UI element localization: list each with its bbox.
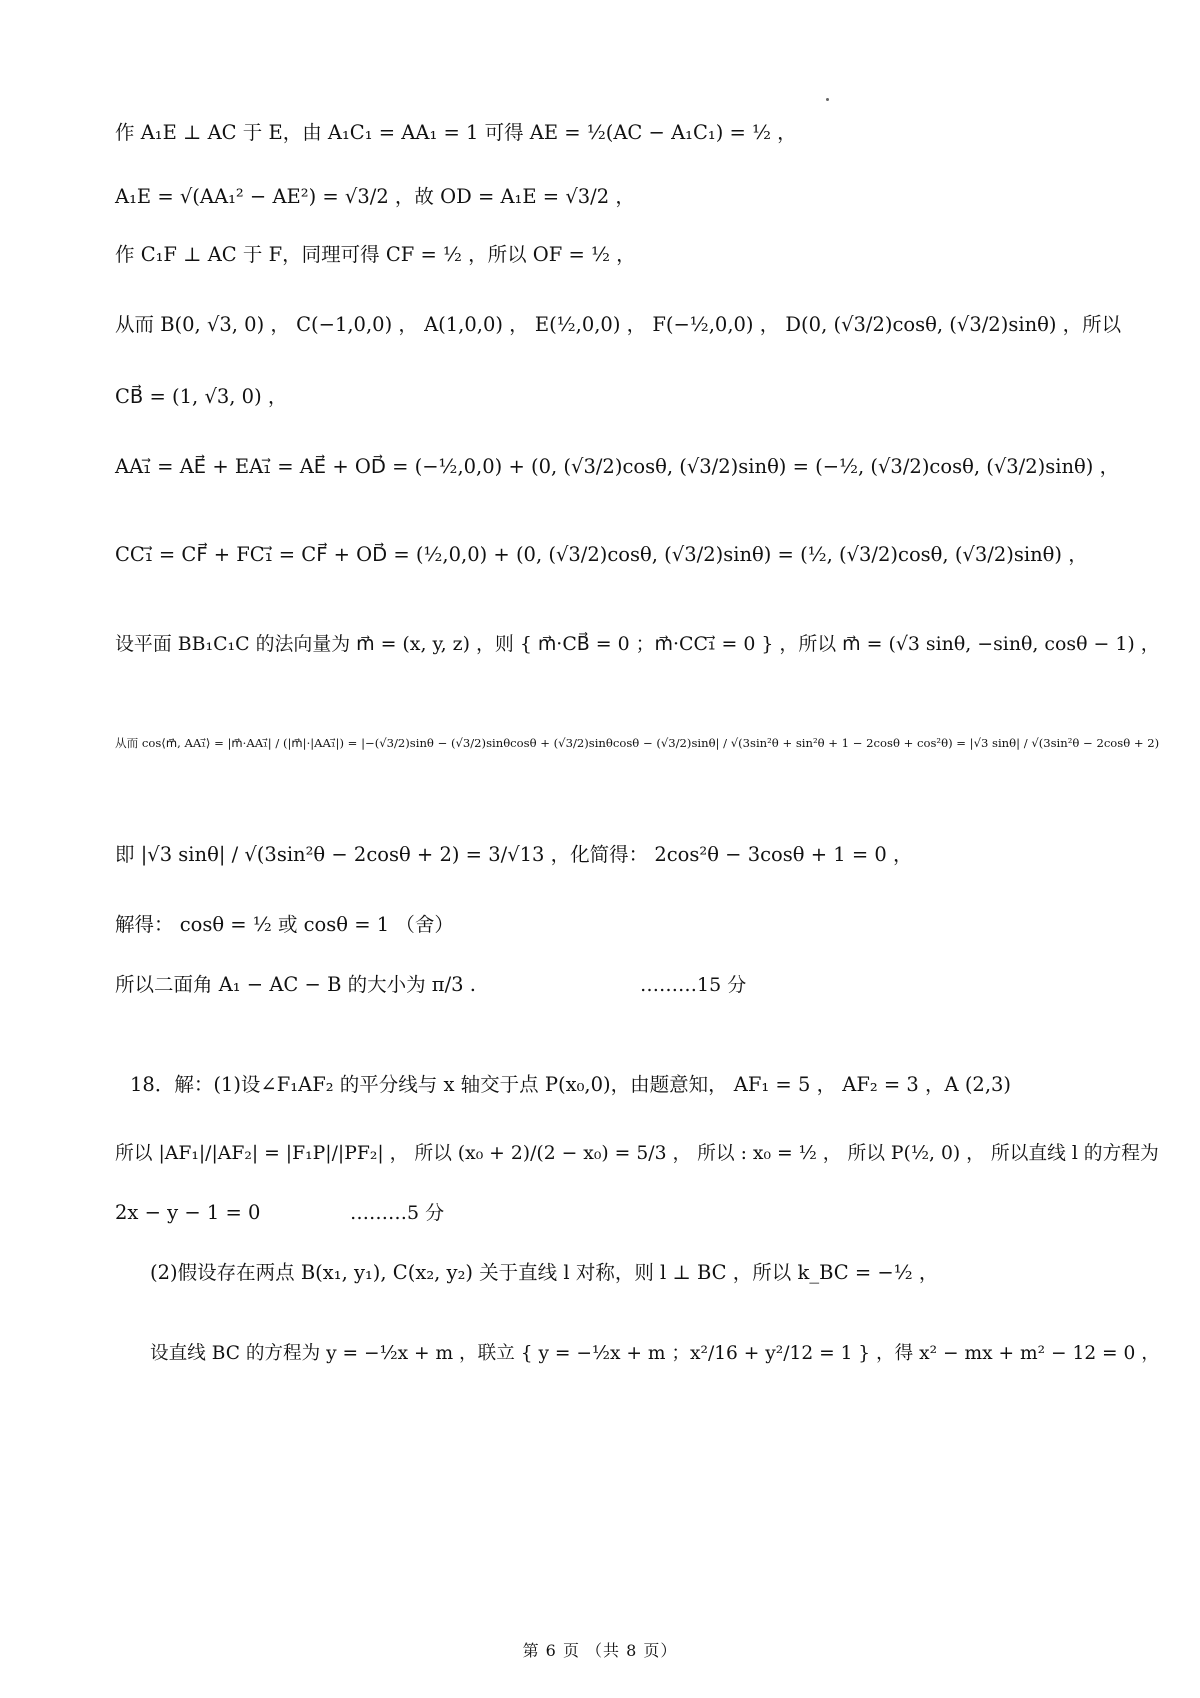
solution-line-12: 所以二面角 A₁ − AC − B 的大小为 π/3 .: [115, 973, 476, 996]
solution-line-10: 即 |√3 sinθ| / √(3sin²θ − 2cosθ + 2) = 3/√13 ，化简得： 2cos²θ − 3cosθ + 1 = 0 ，: [115, 843, 913, 866]
solution-line-9: 从而 cos⟨m⃗, AA₁⃗⟩ = |m⃗·AA₁⃗| / (|m⃗|·|AA₁⃗|) = |−(√3/2)sinθ − (√3/2)sinθcosθ + (√3/2)sinθcosθ − (√3/2)sinθ| / √(3sin²θ + sin²θ + 1 − 2cosθ + cos²θ) = |√3 sinθ| / √(3sin²θ − 2cosθ + 2): [115, 736, 1160, 750]
solution-line-6: AA₁⃗ = AE⃗ + EA₁⃗ = AE⃗ + OD⃗ = (−½,0,0) + (0, (√3/2)cosθ, (√3/2)sinθ) = (−½, (√3/2)cosθ, (√3/2)sinθ) ，: [115, 455, 1120, 478]
stray-dot: [826, 98, 829, 101]
problem-18-line-5: 设直线 BC 的方程为 y = −½x + m ，联立 { y = −½x + m ；x²/16 + y²/12 = 1 } ，得 x² − mx + m² − 12 = 0 ，: [150, 1343, 1160, 1364]
solution-line-4: 从而 B(0, √3, 0) ， C(−1,0,0) ， A(1,0,0) ， E(½,0,0) ， F(−½,0,0) ， D(0, (√3/2)cosθ, (√3/2)sinθ) ，所以: [115, 313, 1122, 336]
solution-line-8: 设平面 BB₁C₁C 的法向量为 m⃗ = (x, y, z) ，则 { m⃗·CB⃗ = 0 ；m⃗·CC₁⃗ = 0 } ，所以 m⃗ = (√3 sinθ, −sinθ, cosθ − 1) ，: [115, 633, 1160, 655]
score-5: ………5 分: [350, 1202, 445, 1224]
solution-line-2: A₁E = √(AA₁² − AE²) = √3/2 ，故 OD = A₁E = √3/2 ，: [115, 185, 635, 208]
problem-18-line-2: 所以 |AF₁|/|AF₂| = |F₁P|/|PF₂| ， 所以 (x₀ + 2)/(2 − x₀) = 5/3 ， 所以 : x₀ = ½ ， 所以 P(½, 0) ， 所以直线 l 的方程为: [115, 1143, 1159, 1164]
score-15: ………15 分: [640, 974, 747, 996]
solution-line-1: 作 A₁E ⊥ AC 于 E，由 A₁C₁ = AA₁ = 1 可得 AE = ½(AC − A₁C₁) = ½ ，: [115, 121, 797, 144]
solution-line-3: 作 C₁F ⊥ AC 于 F，同理可得 CF = ½ ，所以 OF = ½ ，: [115, 243, 636, 266]
problem-18-line-3: 2x − y − 1 = 0: [115, 1201, 261, 1224]
solution-line-11: 解得： cosθ = ½ 或 cosθ = 1 （舍）: [115, 913, 454, 936]
problem-18-line-4: (2)假设存在两点 B(x₁, y₁), C(x₂, y₂) 关于直线 l 对称，则 l ⊥ BC ，所以 k_BC = −½ ，: [150, 1261, 939, 1284]
page-footer: 第 6 页 （共 8 页）: [522, 1641, 678, 1660]
problem-18-line-1: 18．解：(1)设∠F₁AF₂ 的平分线与 x 轴交于点 P(x₀,0)，由题意知， AF₁ = 5 ， AF₂ = 3 ，A (2,3): [130, 1073, 1012, 1096]
solution-line-5: CB⃗ = (1, √3, 0) ，: [115, 385, 288, 408]
solution-line-7: CC₁⃗ = CF⃗ + FC₁⃗ = CF⃗ + OD⃗ = (½,0,0) + (0, (√3/2)cosθ, (√3/2)sinθ) = (½, (√3/2)cosθ, (√3/2)sinθ) ，: [115, 543, 1088, 566]
